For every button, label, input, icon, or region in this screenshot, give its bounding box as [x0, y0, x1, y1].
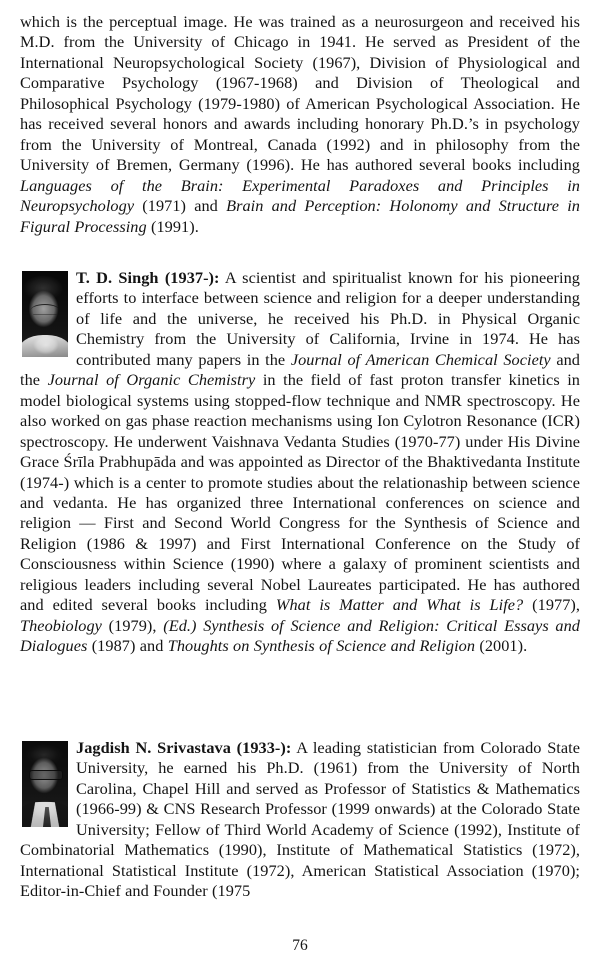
italic-title: Thoughts on Synthesis of Science and Religion: [167, 636, 476, 656]
body-text-run: (1979),: [101, 615, 164, 635]
portrait-td-singh: [22, 271, 68, 357]
italic-title: Journal of Organic Chemistry: [47, 370, 256, 390]
italic-title: Theobiology: [20, 615, 102, 635]
body-text-run: in the field of fast proton transfer kinetics in model biological systems using stopped-flow technique and NMR spectroscopy. He also worked on gas phase reaction mechanisms using Ion Cylotron Resonance (ICR) spectroscopy. He underwent Vaishnava Vedanta Studies (1970-77) under His Divine Grace Śrīla Prabhupāda and was appointed as Director of the Bhaktivedanta Institute (1974-) which is a center to promote studies about the relationaship between science and vedanta. He has organized three International conferences on science and religion — First and Second World Congress for the Synthesis of Science and Religion (1986 & 1997) and First International Conference on the Study of Consciousness within Science (1990) where a galaxy of prominent scientists and religious leaders including several Nobel Laureates participated. He has authored and edited several books including: [20, 370, 581, 615]
italic-title: What is Matter and What is Life?: [275, 595, 524, 615]
portrait-jagdish-srivastava: [22, 741, 68, 827]
body-text-run: (1971) and: [134, 196, 227, 216]
italic-title: (Ed.) Synthesis of Science and Religion: Critical Essays and Dialogues: [20, 615, 580, 656]
body-text-run: (2001).: [475, 636, 528, 656]
person-name-lead: Jagdish N. Srivastava (1933-):: [76, 738, 292, 757]
person-name-lead: T. D. Singh (1937-):: [76, 268, 220, 287]
necktie-detail: [43, 807, 51, 827]
paragraph-pribram-continued: [20, 12, 580, 237]
body-text-run: and the: [20, 349, 580, 390]
body-text-run: (1977),: [523, 595, 581, 615]
body-text-run: (1991).: [146, 216, 199, 236]
paragraph-td-singh: [20, 268, 580, 657]
body-text-run: which is the perceptual image. He was trained as a neurosurgeon and received his M.D. from the University of Chicago in 1941. He served as President of the International Neuropsychological Society (1967), Division of Physiological and Comparative Psychology (1967-1968) and Division of Theological and Philosophical Psychology (1979-1980) of American Psychological Association. He has received several honors and awards including honorary Ph.D.’s in psychology from the University of Montreal, Canada (1992) and in philosophy from the University of Bremen, Germany (1996). He has authored several books including: [20, 12, 580, 175]
body-text-run: (1987) and: [87, 636, 168, 656]
paragraph-jagdish-srivastava: [20, 738, 580, 902]
italic-title: Brain and Perception: Holonomy and Structure in Figural Processing: [20, 196, 580, 236]
body-text-run: A leading statistician from Colorado State University, he earned his Ph.D. (1961) from the University of North Carolina, Chapel Hill and served as Professor of Statistics & Mathematics (1966-99) & CNS Research Professor (1999 onwards) at the Colorado State University; Fellow of Third World Academy of Science (1992), Institute of Combinatorial Mathematics (1990), Institute of Mathematical Statistics (1972), International Statistical Institute (1972), American Statistical Association (1970); Editor-in-Chief and Founder (1975: [20, 738, 580, 901]
page-number: 76: [292, 937, 308, 954]
italic-title: Journal of American Chemical Society: [290, 349, 551, 369]
italic-title: Languages of the Brain: Experimental Paradoxes and Principles in Neuropsychology: [20, 175, 580, 216]
body-text-run: A scientist and spiritualist known for his pioneering efforts to interface between science and religion for a deeper understanding of life and the universe, he received his Ph.D. in Physical Organic Chemistry from the University of California, Irvine in 1974. He has contributed many papers in the: [76, 268, 580, 369]
